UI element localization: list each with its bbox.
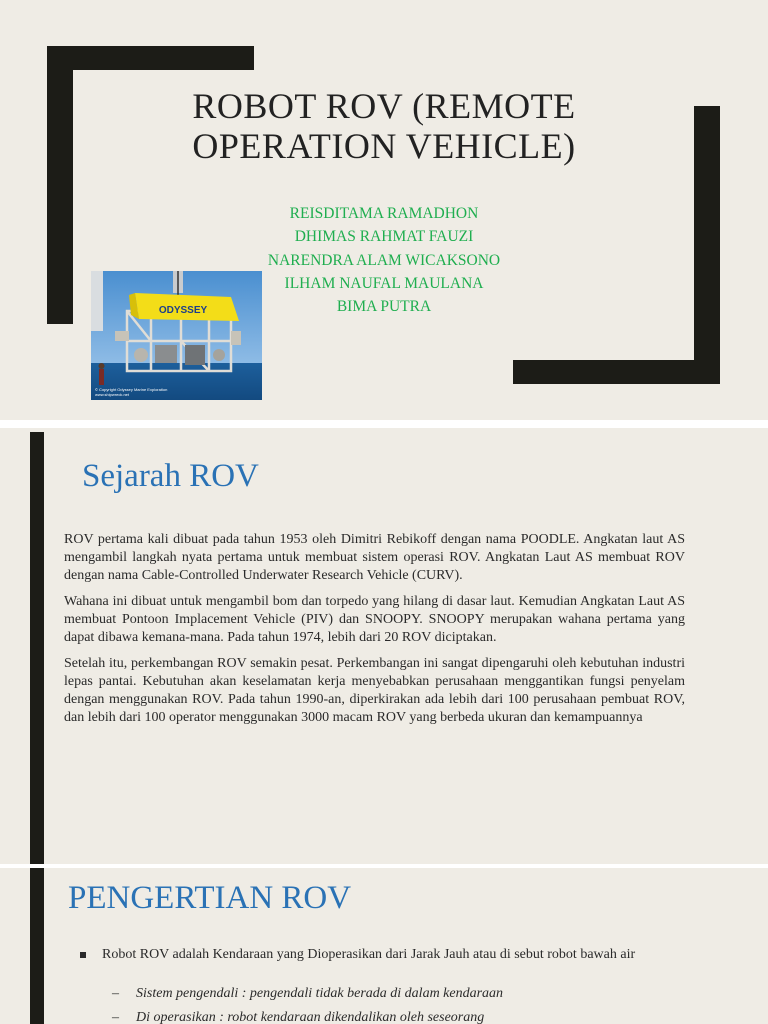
frame-bar-top-left-vertical	[47, 46, 73, 324]
author-name: DHIMAS RAHMAT FAUZI	[294, 228, 474, 246]
slide-separator	[0, 420, 768, 428]
bullet-text: Robot ROV adalah Kendaraan yang Dioperasikan dari Jarak Jauh atau di sebut robot bawah air	[102, 947, 636, 962]
slide-accent-line	[30, 432, 44, 864]
title-line-2: OPERATION VEHICLE)	[192, 126, 576, 166]
title-line-1: ROBOT ROV (REMOTE	[192, 86, 576, 126]
title-slide	[0, 0, 768, 420]
frame-bar-bottom-right-vertical	[694, 106, 720, 384]
dash-bullet-icon: –	[112, 1010, 119, 1024]
sub-bullet-text: Di operasikan : robot kendaraan dikendalikan oleh seseorang	[136, 1010, 485, 1024]
definition-slide	[0, 868, 768, 1024]
author-name: BIMA PUTRA	[336, 298, 432, 316]
sub-bullet-text: Sistem pengendali : pengendali tidak berada di dalam kendaraan	[136, 986, 504, 1001]
section-title: PENGERTIAN ROV	[68, 880, 352, 916]
history-slide	[0, 428, 768, 864]
author-name: ILHAM NAUFAL MAULANA	[284, 274, 484, 292]
author-name: NARENDRA ALAM WICAKSONO	[267, 251, 501, 269]
photo-copyright-line2: www.shipwreck.net	[95, 392, 130, 397]
history-body	[64, 531, 685, 735]
rov-photo	[91, 271, 262, 400]
author-name: REISDITAMA RAMADHON	[289, 205, 479, 222]
section-title: Sejarah ROV	[82, 458, 259, 494]
frame-bar-bottom-right-horizontal	[513, 360, 720, 384]
paragraph: ROV pertama kali dibuat pada tahun 1953 oleh Dimitri Rebikoff dengan nama POODLE. Angkatan laut AS mengambil langkah nyata pertama untuk membuat sistem operasi ROV. Angkatan Laut AS membuat ROV dengan nama Cable-Controlled Underwater Research Vehicle (CURV).	[64, 532, 685, 583]
dash-bullet-icon: –	[112, 986, 119, 1001]
slide-accent-line	[30, 868, 44, 1024]
photo-copyright-line1: © Copyright Odyssey Marine Exploration	[95, 387, 168, 392]
bullet-square-icon	[80, 952, 86, 958]
paragraph: Setelah itu, perkembangan ROV semakin pesat. Perkembangan ini sangat dipengaruhi oleh kebutuhan industri lepas pantai. Kebutuhan akan keselamatan kerja menyebabkan perusahaan menggantikan fungsi penyelam dengan menggunakan ROV. Pada tahun 1990-an, diperkirakan ada lebih dari 100 perusahaan pembuat ROV, dan lebih dari 100 operator menggunakan 3000 macam ROV yang berbeda ukuran dan kemampuannya	[64, 656, 685, 725]
paragraph: Wahana ini dibuat untuk mengambil bom dan torpedo yang hilang di dasar laut. Kemudian Angkatan Laut AS membuat Pontoon Implacement Vehicle (PIV) dan SNOOPY. SNOOPY merupakan wahana pertama yang dapat dibawa kemana-mana. Pada tahun 1974, lebih dari 20 ROV diciptakan.	[64, 594, 685, 645]
rov-brand-label: ODYSSEY	[158, 305, 208, 316]
frame-bar-top-left-horizontal	[47, 46, 254, 70]
presentation-title	[140, 86, 628, 166]
